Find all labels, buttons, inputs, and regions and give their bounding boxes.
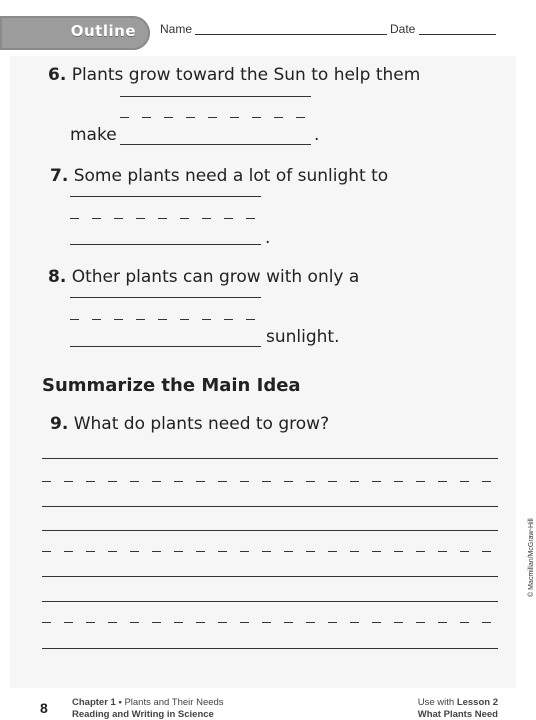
chapter-prefix: Chapter 1 •	[72, 697, 122, 708]
chapter-title: Plants and Their Needs	[124, 697, 224, 708]
q6-answer-top[interactable]	[120, 96, 311, 97]
q8-end: sunlight.	[266, 327, 340, 347]
outline-tab	[0, 16, 150, 50]
q9-writing-line[interactable]	[42, 458, 498, 459]
q9-writing-dashed	[42, 481, 498, 482]
outline-tab-label: Outline	[70, 22, 136, 40]
question-9-text: What do plants need to grow?	[73, 414, 330, 434]
worksheet-panel	[10, 56, 516, 688]
question-7-number: 7.	[50, 166, 69, 186]
q6-end: .	[314, 125, 320, 145]
question-8-number: 8.	[48, 267, 67, 287]
copyright-text: © Macmillan/McGraw-Hill	[528, 518, 535, 597]
question-6-text: Plants grow toward the Sun to help them	[71, 65, 421, 85]
q9-writing-line[interactable]	[42, 576, 498, 577]
question-9-number: 9.	[50, 414, 69, 434]
q9-writing-line[interactable]	[42, 530, 498, 531]
use-with-prefix: Use with	[417, 697, 455, 708]
name-field[interactable]	[195, 34, 387, 35]
q6-continuation: make	[70, 125, 117, 145]
question-6-number: 6.	[48, 65, 67, 85]
question-7-text: Some plants need a lot of sunlight to	[73, 166, 389, 186]
q9-writing-line[interactable]	[42, 648, 498, 649]
q6-answer-bottom[interactable]	[120, 144, 311, 145]
book-title: Reading and Writing in Science	[72, 709, 214, 720]
question-8	[48, 267, 359, 287]
q8-answer-dashed	[70, 319, 261, 320]
question-8-text: Other plants can grow with only a	[71, 267, 360, 287]
q6-answer-dashed	[120, 117, 311, 118]
question-7	[50, 166, 388, 186]
q8-answer-bottom[interactable]	[70, 346, 261, 347]
section-title: Summarize the Main Idea	[42, 375, 301, 396]
q9-writing-line[interactable]	[42, 601, 498, 602]
q7-answer-top[interactable]	[70, 196, 261, 197]
lesson-title: What Plants Need	[417, 709, 498, 720]
question-6	[48, 65, 420, 85]
page-number: 8	[40, 700, 48, 716]
q9-writing-dashed	[42, 622, 498, 623]
name-label: Name	[160, 22, 193, 36]
q7-answer-bottom[interactable]	[70, 244, 261, 245]
chapter-line	[72, 697, 224, 708]
q7-end: .	[265, 228, 271, 248]
date-field[interactable]	[419, 34, 496, 35]
lesson-label: Lesson 2	[456, 697, 498, 708]
q7-answer-dashed	[70, 218, 261, 219]
question-9	[50, 414, 329, 434]
q9-writing-line[interactable]	[42, 506, 498, 507]
q9-writing-dashed	[42, 551, 498, 552]
use-with-line	[418, 697, 498, 708]
q8-answer-top[interactable]	[70, 297, 261, 298]
date-label: Date	[390, 22, 416, 36]
